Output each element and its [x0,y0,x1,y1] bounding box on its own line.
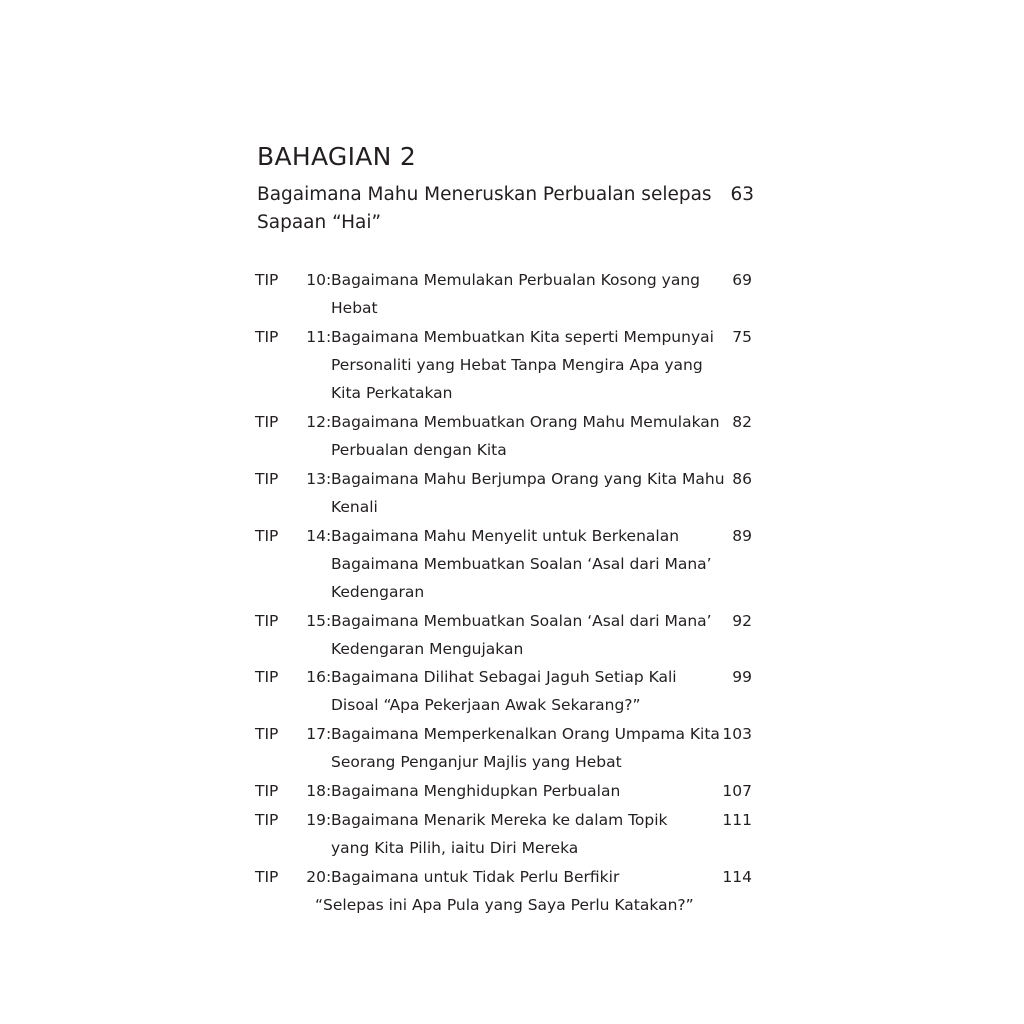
tip-title-line: Bagaimana Mahu Berjumpa Orang yang Kita Mahu [331,470,725,488]
tip-title [331,323,726,407]
tip-title [331,806,726,862]
tip-title-line: Bagaimana Membuatkan Kita seperti Mempunyai [331,328,714,346]
part-title-line-1: Bagaimana Mahu Meneruskan Perbualan selepas [257,184,712,205]
tip-page-number: 114 [722,868,752,886]
tip-title-line: Kenali [331,498,378,516]
tip-label: TIP [255,725,279,743]
tip-title [331,522,726,606]
tip-number: 19 [306,811,326,829]
tip-number: 20 [306,868,326,886]
tip-page-number: 69 [732,271,752,289]
tip-title-line: Bagaimana Dilihat Sebagai Jaguh Setiap Kali [331,668,677,686]
tip-page-number: 111 [722,811,752,829]
tip-label: TIP [255,527,279,545]
part-title [257,181,712,237]
tip-title-line: Perbualan dengan Kita [331,441,507,459]
part-title-line-2: Sapaan “Hai” [257,212,382,233]
tip-title [331,720,726,776]
tip-title-line: Kedengaran Mengujakan [331,640,524,658]
tip-title [331,663,726,719]
tip-title-line: Hebat [331,299,378,317]
tip-title-line: Seorang Penganjur Majlis yang Hebat [331,753,622,771]
tip-page-number: 92 [732,612,752,630]
tip-page-number: 82 [732,413,752,431]
tip-title-line: Kedengaran [331,583,425,601]
tip-title [331,266,726,322]
tip-page-number: 107 [722,782,752,800]
tip-number: 15 [306,612,326,630]
tip-title [331,607,726,663]
tip-label: TIP [255,470,279,488]
tip-page-number: 103 [722,725,752,743]
tip-number: 14 [306,527,326,545]
tip-title-line: Kita Perkatakan [331,384,453,402]
book-page: BAHAGIAN 2 Bagaimana Mahu Meneruskan Perbualan selepas Sapaan “Hai” 63 TIP 10 : Bagaimana Memulakan Perbualan Kosong yang Hebat 69 TIP 11 : Bagaimana Membuatkan Kita seperti Mempunyai Personaliti yang Hebat Tanpa Mengira Apa yang Kita Perkatakan 75 TIP 12 : Bagaimana Membuatkan Orang Mahu Memulakan Perbualan dengan Kita 82 TIP 13 : Bagaimana Mahu Berjumpa Orang yang Kita Mahu Kenali 86 TIP 14 : Bagaimana Mahu Menyelit untuk Berkenalan Bagaimana Membuatkan Soalan ‘Asal dari Mana’ Kedengaran 89 TIP 15 : Bagaimana Membuatkan Soalan ‘Asal dari Mana’ Kedengaran Mengujakan 92 TIP 16 : Bagaimana Dilihat Sebagai Jaguh Setiap Kali Disoal “Apa Pekerjaan Awak Sekarang?” 99 TIP 17 : Bagaimana Memperkenalkan Orang Umpama Kita Seorang Penganjur Majlis yang Hebat 103 TIP 18 : Bagaimana Menghidupkan Perbualan 107 TIP 19 : Bagaimana Menarik Mereka ke dalam Topik yang Kita Pilih, iaitu Diri Mereka 111 TIP 20 : Bagaimana untuk Tidak Perlu Berfikir “Selepas ini Apa Pula yang Saya Perlu Katakan?” 114 [0,0,1024,1024]
tip-title-line: Bagaimana Mahu Menyelit untuk Berkenalan [331,527,680,545]
tip-label: TIP [255,328,279,346]
tip-title-line: Bagaimana untuk Tidak Perlu Berfikir [331,868,620,886]
section-title: BAHAGIAN 2 [257,142,417,171]
tip-title-line: Bagaimana Menghidupkan Perbualan [331,782,621,800]
tip-number: 10 [306,271,326,289]
tip-title-line: yang Kita Pilih, iaitu Diri Mereka [331,839,579,857]
tip-title [331,465,726,521]
tip-label: TIP [255,413,279,431]
tip-number: 16 [306,668,326,686]
tip-title-line: Bagaimana Memulakan Perbualan Kosong yang [331,271,700,289]
tip-title-line: Bagaimana Memperkenalkan Orang Umpama Kita [331,725,720,743]
tip-label: TIP [255,668,279,686]
tip-label: TIP [255,782,279,800]
tip-page-number: 89 [732,527,752,545]
tip-title-line: Personaliti yang Hebat Tanpa Mengira Apa yang [331,356,703,374]
tip-title-line: Bagaimana Membuatkan Soalan ‘Asal dari Mana’ [331,555,712,573]
tip-title-line: Bagaimana Membuatkan Soalan ‘Asal dari Mana’ [331,612,712,630]
tip-label: TIP [255,868,279,886]
tip-number: 11 [306,328,326,346]
tip-title [331,408,726,464]
tip-number: 12 [306,413,326,431]
tip-page-number: 75 [732,328,752,346]
part-page-number: 63 [730,184,754,205]
tip-number: 18 [306,782,326,800]
tip-number: 13 [306,470,326,488]
tip-number: 17 [306,725,326,743]
tip-title-line: Disoal “Apa Pekerjaan Awak Sekarang?” [331,696,641,714]
tip-label: TIP [255,612,279,630]
tip-title-line: Bagaimana Membuatkan Orang Mahu Memulakan [331,413,720,431]
tip-page-number: 86 [732,470,752,488]
tip-title-line: “Selepas ini Apa Pula yang Saya Perlu Katakan?” [315,896,694,914]
tip-title [331,777,726,805]
tip-title-line: Bagaimana Menarik Mereka ke dalam Topik [331,811,668,829]
tip-page-number: 99 [732,668,752,686]
tip-label: TIP [255,811,279,829]
tip-label: TIP [255,271,279,289]
